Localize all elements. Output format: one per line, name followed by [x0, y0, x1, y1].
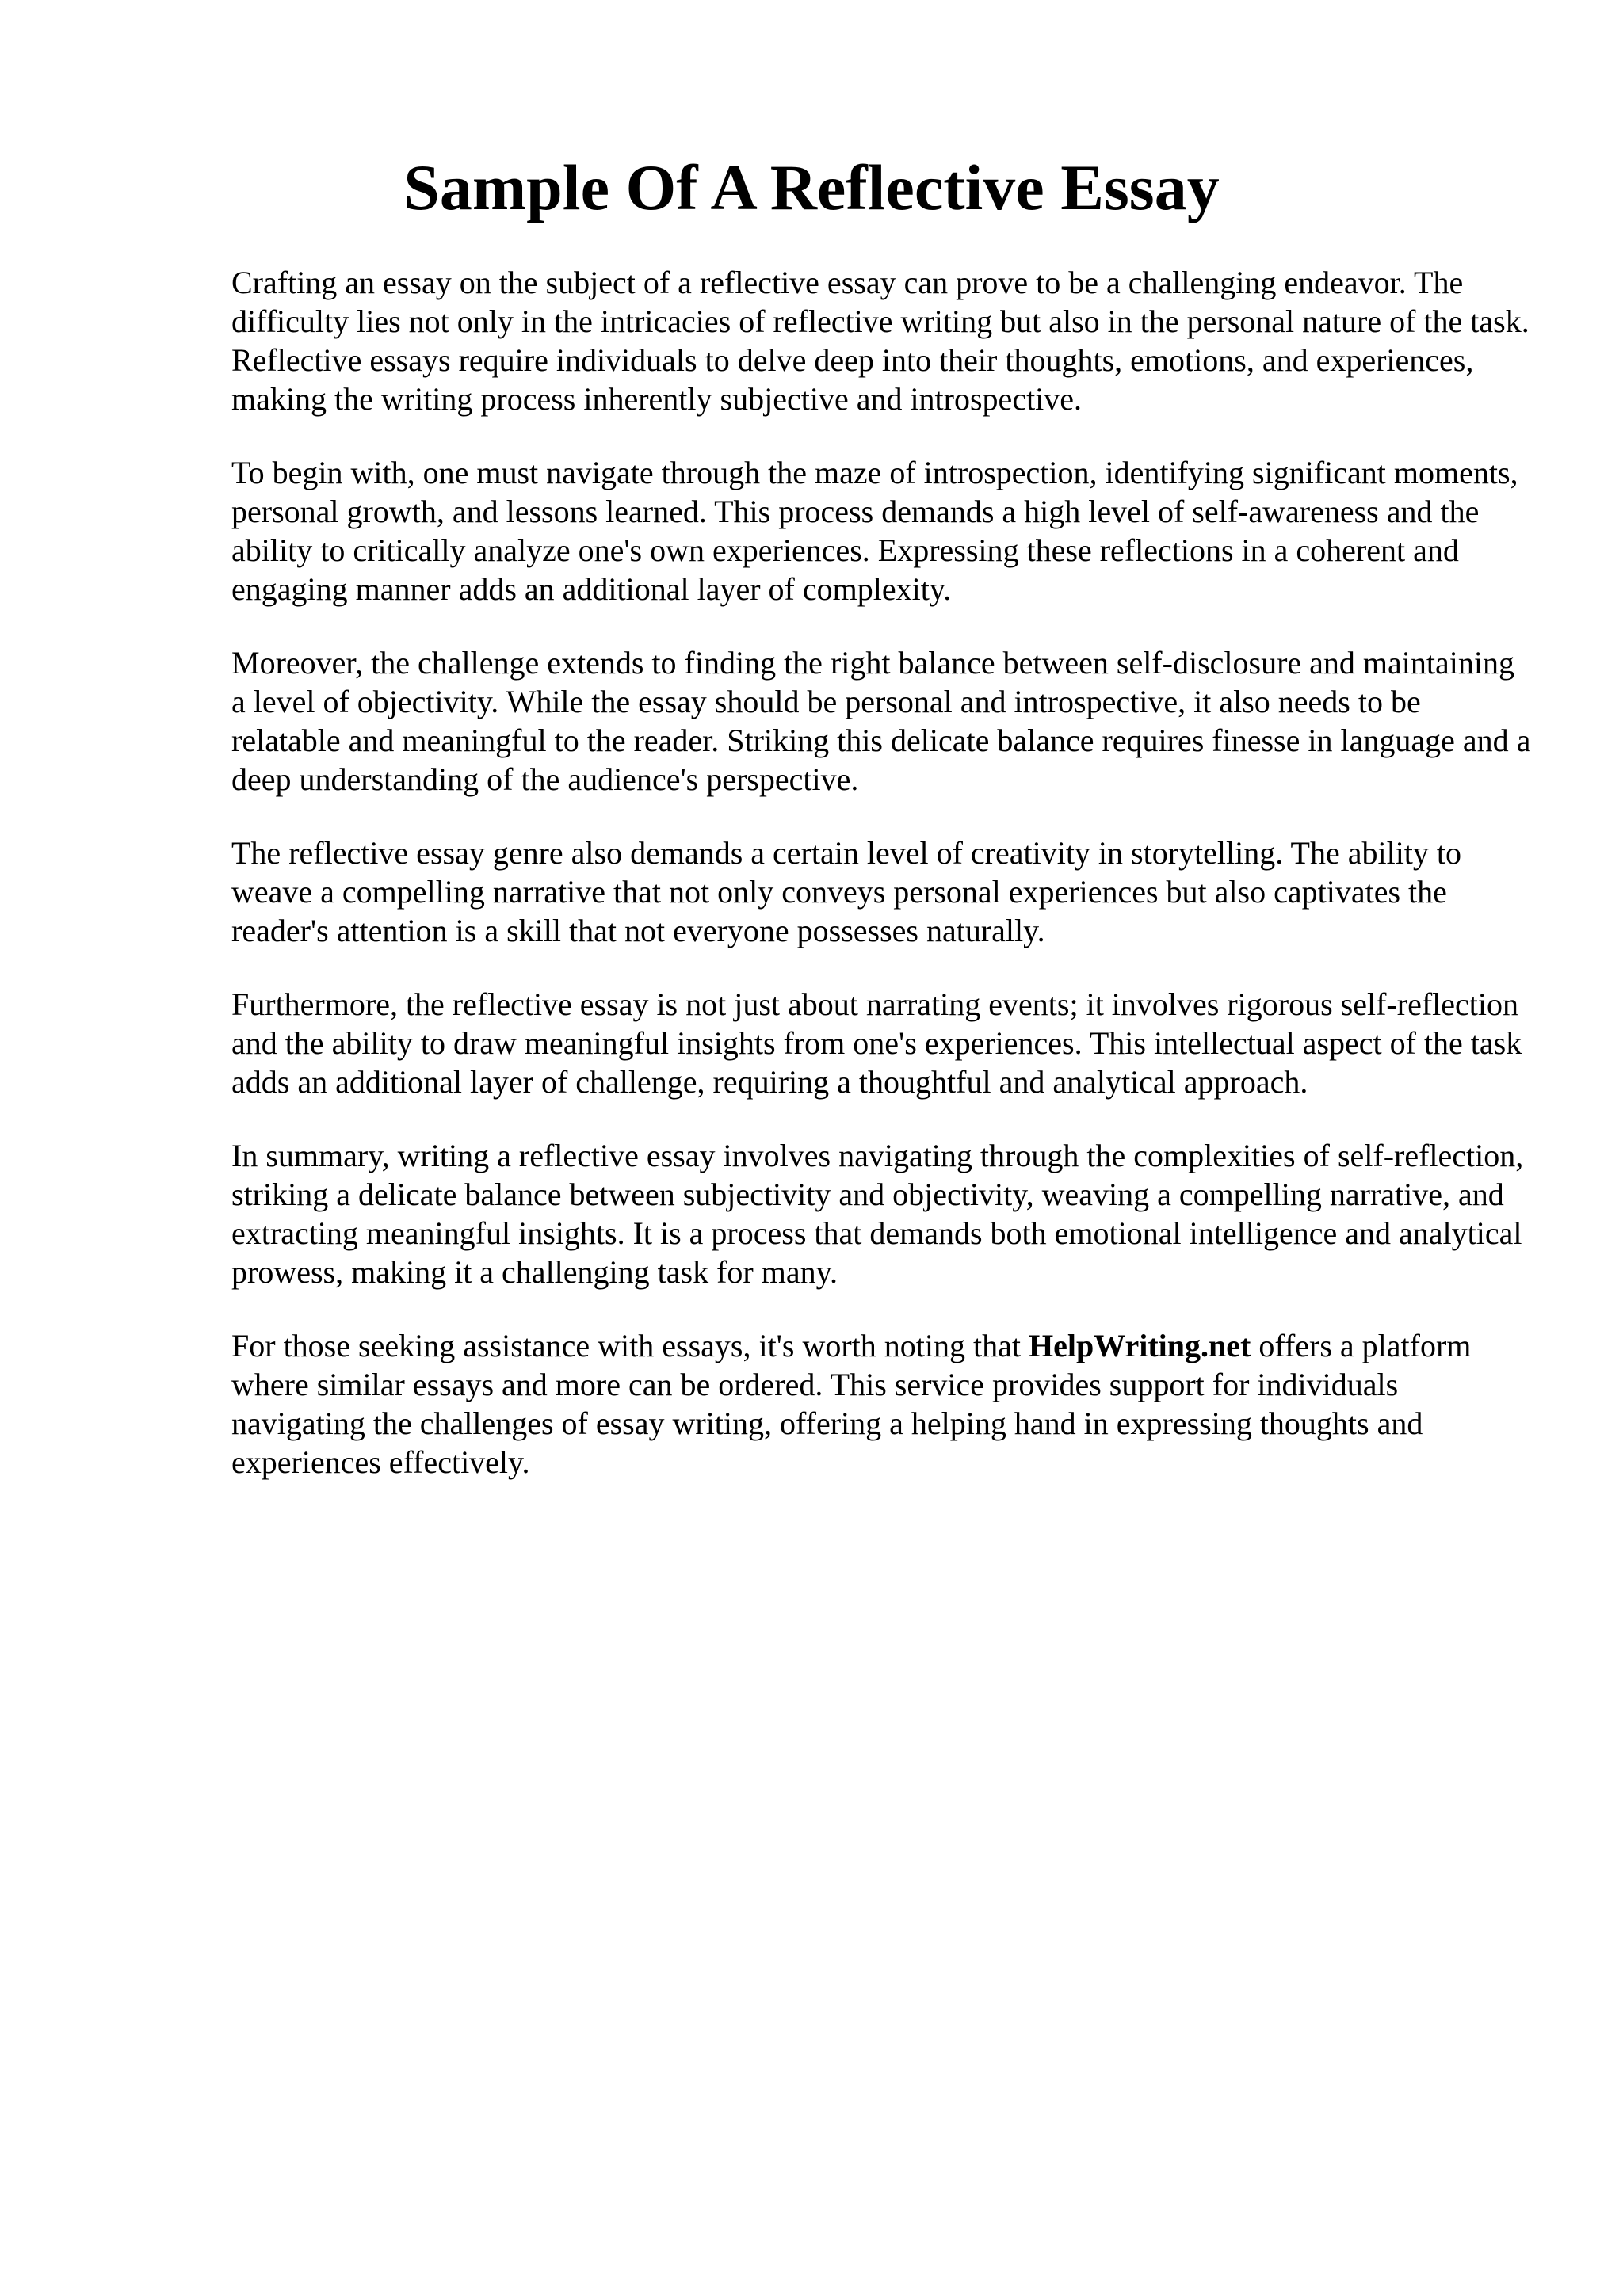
paragraph-2: To begin with, one must navigate through the maze of introspection, identifying significant moments, personal growth, and lessons learned. This process demands a high level of self-awareness and the ability to critically analyze one's own experiences. Expressing these reflections in a coherent and engaging manner adds an additional layer of complexity.	[231, 455, 1518, 607]
closing-text-after: offers a platform where similar essays and more can be ordered. This service provides support for individuals navigating the challenges of essay writing, offering a helping hand in expressing thoughts and experiences effectively.	[231, 1328, 1472, 1480]
closing-text-before: For those seeking assistance with essays, it's worth noting that	[231, 1328, 1029, 1363]
document-body	[231, 263, 1531, 1516]
paragraph-6: In summary, writing a reflective essay involves navigating through the complexities of self-reflection, striking a delicate balance between subjectivity and objectivity, weaving a compelling narrative, and extracting meaningful insights. It is a process that demands both emotional intelligence and analytical prowess, making it a challenging task for many.	[231, 1138, 1524, 1290]
paragraph-5: Furthermore, the reflective essay is not just about narrating events; it involves rigorous self-reflection and the ability to draw meaningful insights from one's experiences. This intellectual aspect of the task adds an additional layer of challenge, requiring a thoughtful and analytical approach.	[231, 986, 1522, 1100]
paragraph-1: Crafting an essay on the subject of a reflective essay can prove to be a challenging endeavor. The difficulty lies not only in the intricacies of reflective writing but also in the personal nature of the task. Reflective essays require individuals to delve deep into their thoughts, emotions, and experiences, making the writing process inherently subjective and introspective.	[231, 265, 1529, 417]
paragraph-3: Moreover, the challenge extends to finding the right balance between self-disclosure and maintaining a level of objectivity. While the essay should be personal and introspective, it also needs to be relatable and meaningful to the reader. Striking this delicate balance requires finesse in language and a deep understanding of the audience's perspective.	[231, 645, 1531, 797]
document-title: Sample Of A Reflective Essay	[403, 151, 1220, 223]
brand-name: HelpWriting.net	[1028, 1328, 1251, 1363]
paragraph-4: The reflective essay genre also demands a certain level of creativity in storytelling. The ability to weave a compelling narrative that not only conveys personal experiences but also captivates the reader's attention is a skill that not everyone possesses naturally.	[231, 835, 1462, 948]
paragraph-closing	[231, 1326, 1531, 1482]
